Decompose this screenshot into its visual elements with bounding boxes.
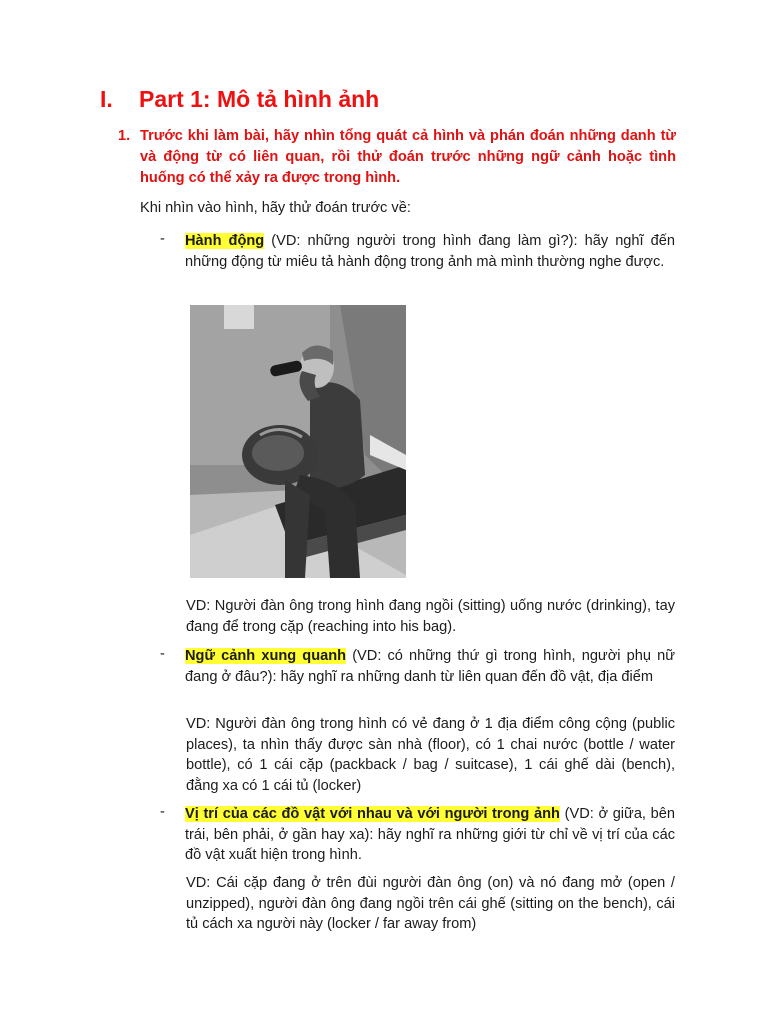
bullet-action [185,231,675,272]
photo-illustration [190,305,406,578]
example-context: VD: Người đàn ông trong hình có vẻ đang ở 1 địa điểm công cộng (public places), ta nhìn thấy được sàn nhà (floor), có 1 chai nước (bottle / water bottle), có 1 cái cặp (packback / bag / suitcase), 1 cái ghế dài (bench), đằng xa có 1 cái tủ (locker) [186,716,675,794]
bullet-context [185,646,675,687]
example-action: VD: Người đàn ông trong hình đang ngồi (sitting) uống nước (drinking), tay đang để trong cặp (reaching into his bag). [186,598,675,635]
instruction-text: Trước khi làm bài, hãy nhìn tổng quát cả hình và phán đoán những danh từ và động từ có liên quan, rồi thử đoán trước những ngữ cảnh hoặc tình huống có thể xảy ra được trong hình. [140,128,676,186]
example-position: VD: Cái cặp đang ở trên đùi người đàn ông (on) và nó đang mở (open / unzipped), người đàn ông đang ngồi trên cái ghế (sitting on the bench), cái tủ cách xa người này (locker / far away from) [186,875,675,932]
intro-text: Khi nhìn vào hình, hãy thử đoán trước về: [140,200,411,216]
bullet-dash: - [160,804,165,820]
bullet-dash: - [160,646,165,662]
section-number: I. [100,86,113,112]
highlight-context: Ngữ cảnh xung quanh [185,648,347,664]
highlight-action: Hành động [185,233,265,249]
highlight-position: Vị trí của các đồ vật với nhau và với người trong ảnh [185,806,560,822]
numbered-instruction [118,126,676,189]
bullet-context-text: (VD: có những thứ gì trong hình, người phụ nữ đang ở đâu?): hãy nghĩ ra những danh từ liên quan đến đồ vật, địa điểm [185,648,675,685]
bullet-position-text: (VD: ở giữa, bên trái, bên phải, ở gần hay xa): hãy nghĩ ra những giới từ chỉ về vị trí của các đồ vật xuất hiện trong hình. [185,806,675,863]
section-heading [100,86,379,113]
bullet-action-text: (VD: những người trong hình đang làm gì?): hãy nghĩ đến những động từ miêu tả hành động trong ảnh mà mình thường nghe được. [185,233,675,270]
section-title: Part 1: Mô tả hình ảnh [139,86,380,112]
bullet-dash: - [160,231,165,247]
example-photo [190,305,406,578]
instruction-number: 1. [118,128,131,144]
bullet-position [185,804,675,866]
